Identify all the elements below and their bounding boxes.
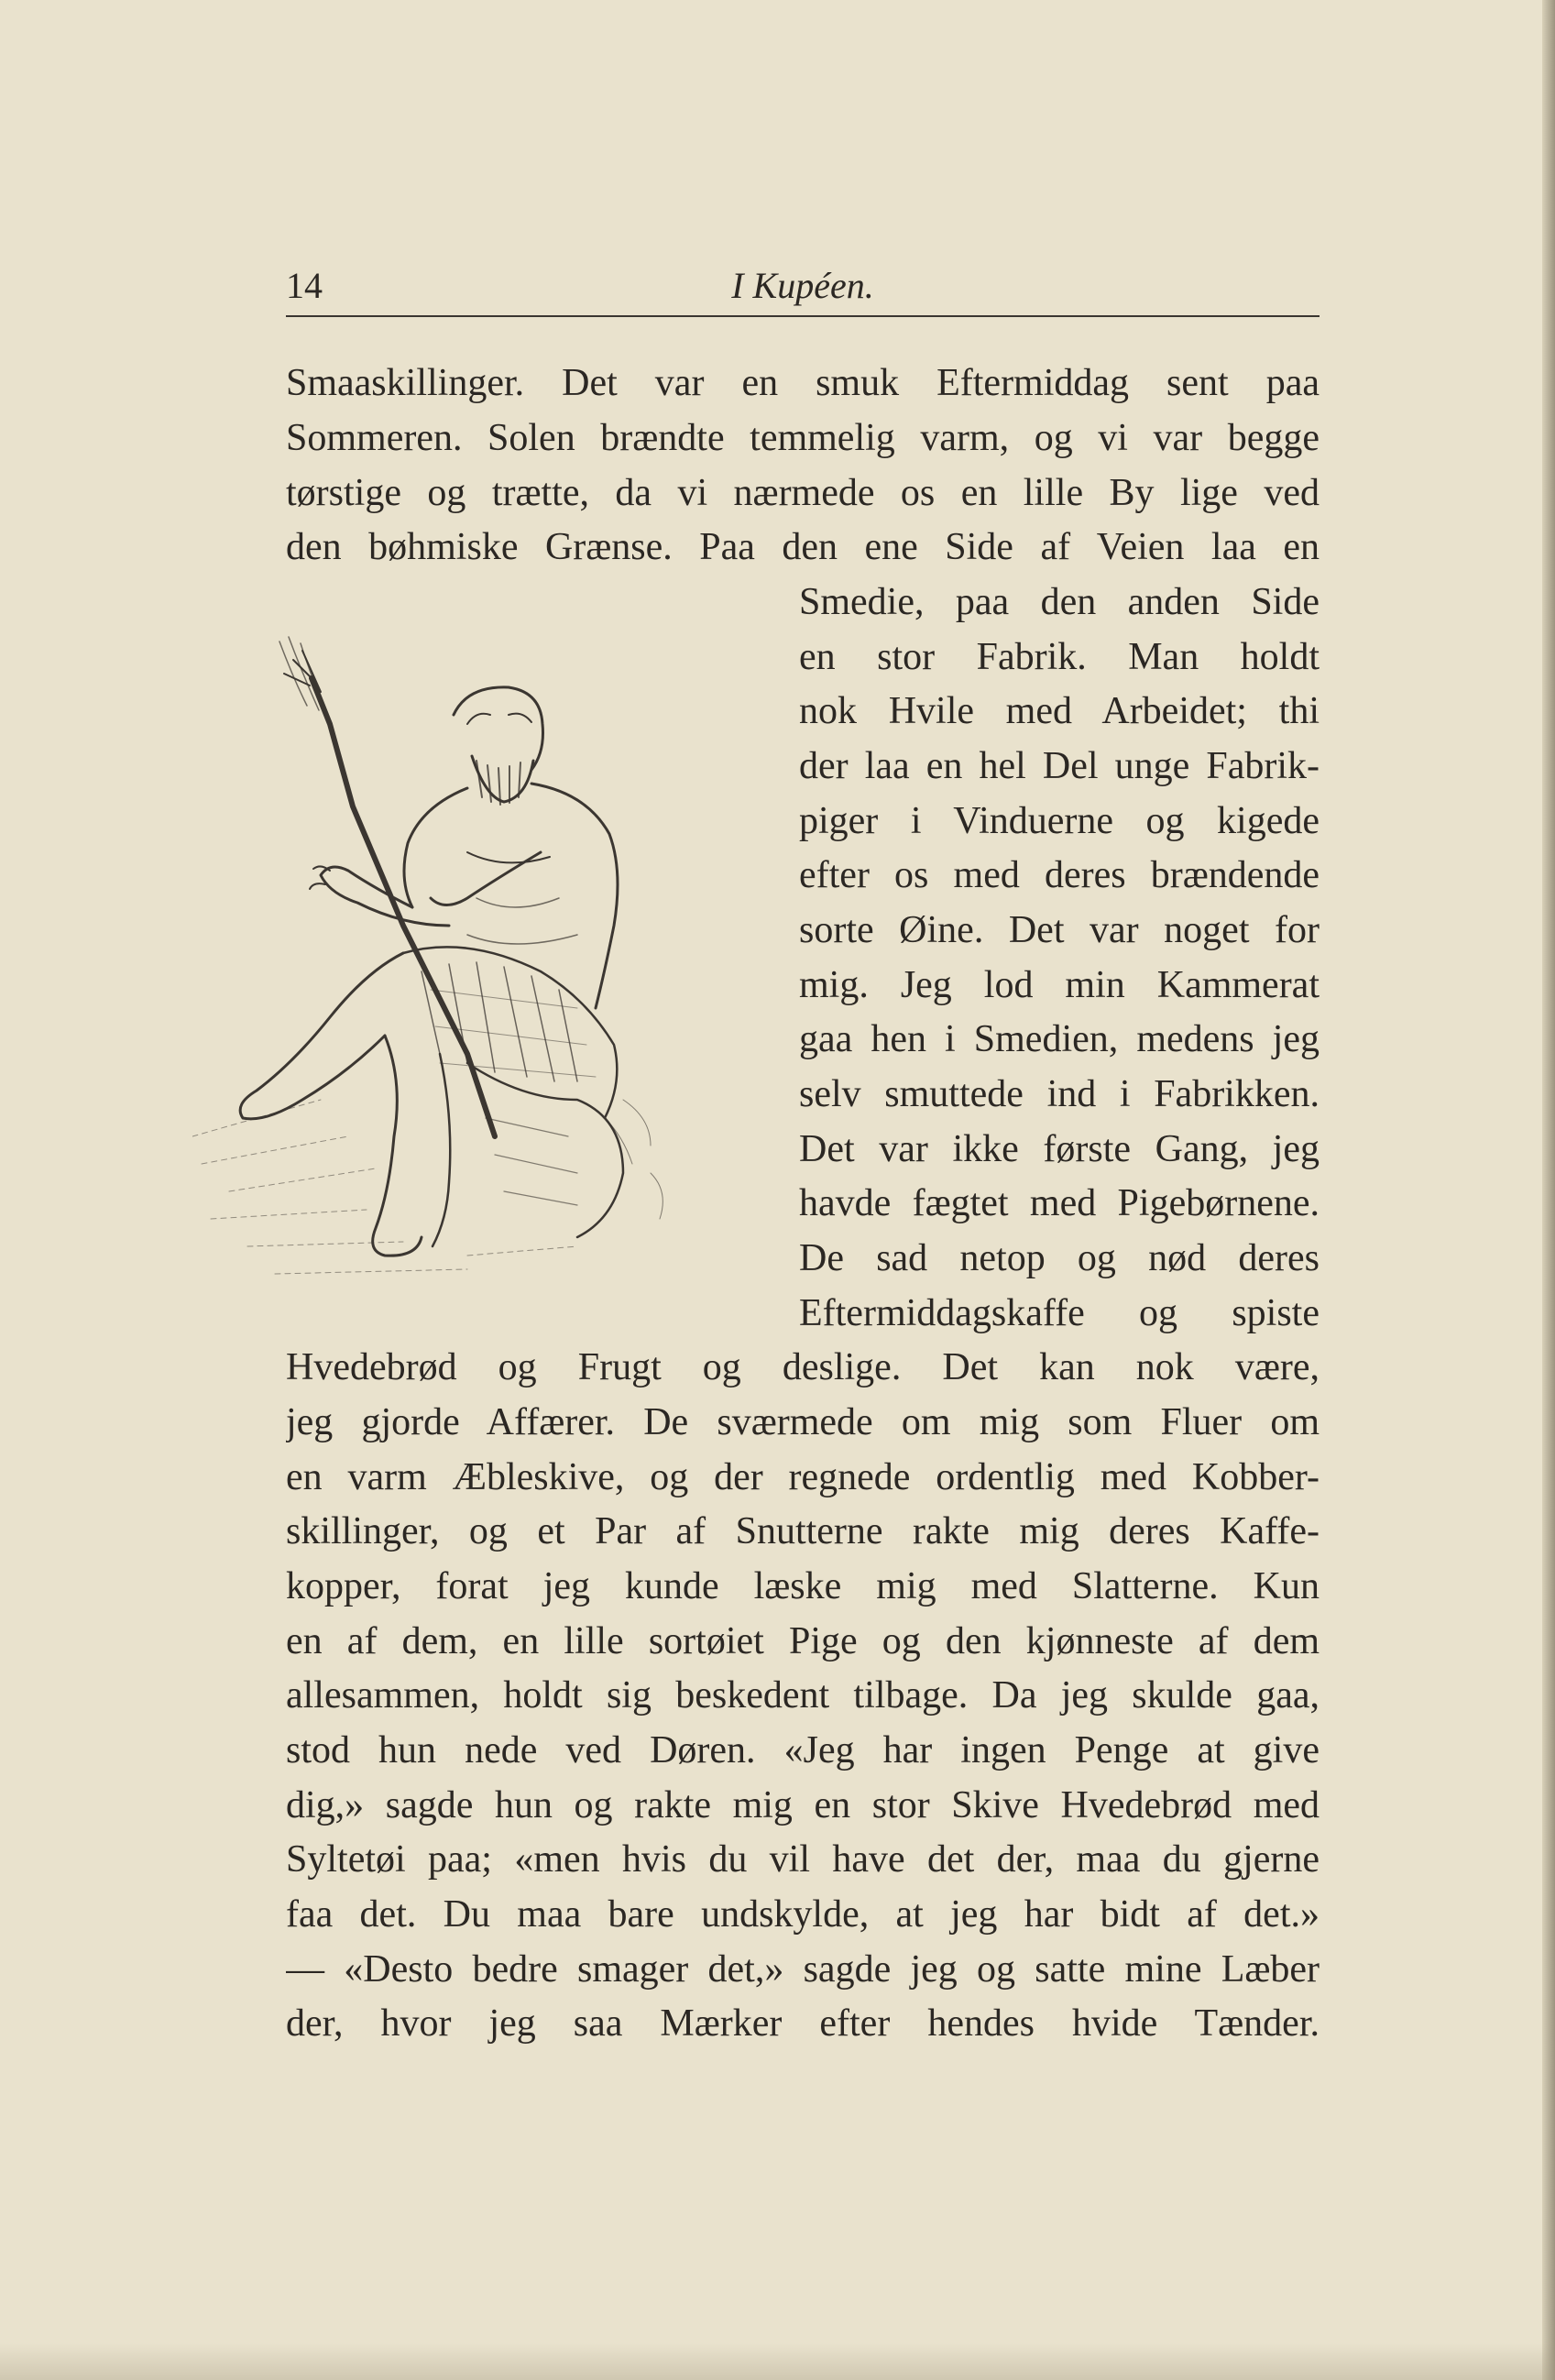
- seated-bearded-man-illustration-icon: [192, 623, 742, 1301]
- text-line-28: Syltetøi paa; «men hvis du vil have det der, maa du gjerne: [286, 1838, 1320, 1881]
- text-line-10: efter os med deres brændende: [799, 854, 1320, 896]
- text-line-11: sorte Øine. Det var noget for: [799, 909, 1320, 951]
- text-line-25: allesammen, holdt sig beskedent tilbage. Da jeg skulde gaa,: [286, 1674, 1320, 1716]
- text-line-20: jeg gjorde Affærer. De sværmede om mig som Fluer om: [286, 1401, 1320, 1443]
- page-bottom-shadow: [0, 2343, 1555, 2380]
- text-line-27: dig,» sagde hun og rakte mig en stor Skive Hvedebrød med: [286, 1784, 1320, 1826]
- text-line-3: tørstige og trætte, da vi nærmede os en lille By lige ved: [286, 472, 1320, 514]
- page-number: 14: [286, 265, 323, 306]
- text-line-31: der, hvor jeg saa Mærker efter hendes hvide Tænder.: [286, 2002, 1320, 2045]
- text-line-9: piger i Vinduerne og kigede: [799, 800, 1320, 842]
- text-line-29: faa det. Du maa bare undskylde, at jeg har bidt af det.»: [286, 1893, 1320, 1936]
- text-line-24: en af dem, en lille sortøiet Pige og den kjønneste af dem: [286, 1620, 1320, 1662]
- text-line-18: Eftermiddagskaffe og spiste: [799, 1292, 1320, 1334]
- running-title: I Kupéen.: [731, 265, 874, 306]
- text-line-26: stod hun nede ved Døren. «Jeg har ingen Penge at give: [286, 1729, 1320, 1771]
- text-line-23: kopper, forat jeg kunde læske mig med Slatterne. Kun: [286, 1565, 1320, 1607]
- text-line-8: der laa en hel Del unge Fabrik-: [799, 745, 1320, 787]
- text-line-5: Smedie, paa den anden Side: [799, 581, 1320, 623]
- page-header: [286, 257, 1320, 317]
- page-edge-shadow: [1542, 0, 1555, 2380]
- text-line-7: nok Hvile med Arbeidet; thi: [799, 690, 1320, 732]
- text-line-14: selv smuttede ind i Fabrikken.: [799, 1073, 1320, 1115]
- text-line-1: Smaaskillinger. Det var en smuk Eftermiddag sent paa: [286, 362, 1320, 404]
- text-line-16: havde fægtet med Pigebørnene.: [799, 1182, 1320, 1224]
- text-line-30: — «Desto bedre smager det,» sagde jeg og satte mine Læber: [286, 1948, 1320, 1991]
- text-line-2: Sommeren. Solen brændte temmelig varm, og vi var begge: [286, 417, 1320, 459]
- text-line-4: den bøhmiske Grænse. Paa den ene Side af Veien laa en: [286, 526, 1320, 568]
- text-line-12: mig. Jeg lod min Kammerat: [799, 964, 1320, 1006]
- text-line-22: skillinger, og et Par af Snutterne rakte mig deres Kaffe-: [286, 1510, 1320, 1552]
- text-line-13: gaa hen i Smedien, medens jeg: [799, 1018, 1320, 1060]
- text-line-17: De sad netop og nød deres: [799, 1237, 1320, 1279]
- text-line-6: en stor Fabrik. Man holdt: [799, 636, 1320, 678]
- text-line-21: en varm Æbleskive, og der regnede ordentlig med Kobber-: [286, 1456, 1320, 1498]
- text-line-15: Det var ikke første Gang, jeg: [799, 1128, 1320, 1170]
- text-line-19: Hvedebrød og Frugt og deslige. Det kan nok være,: [286, 1346, 1320, 1388]
